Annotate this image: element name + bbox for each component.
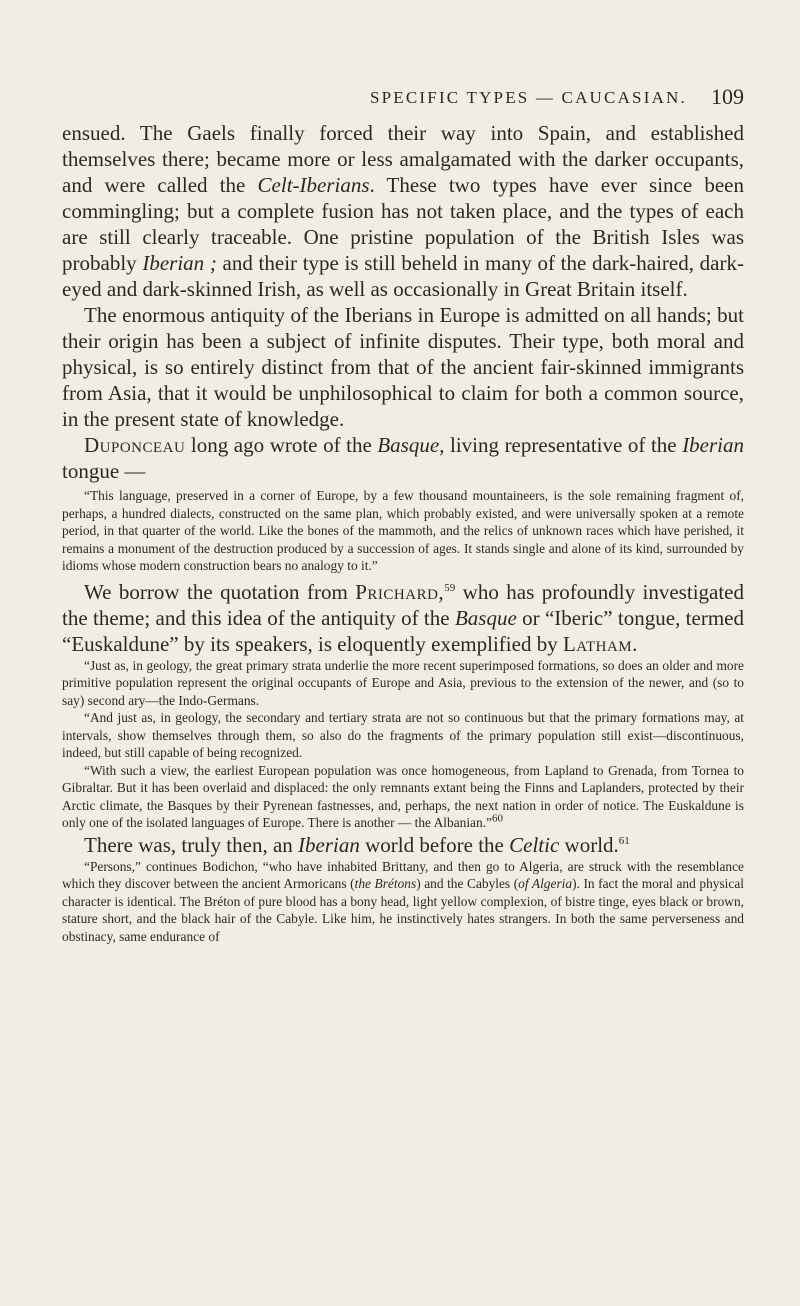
paragraph-iberian-world (62, 832, 744, 858)
quotation-paragraph: “And just as, in geology, the secondary and tertiary strata are not so continuous but that the primary formations may, at intervals, show themselves through them, so also do the fragments of the primary population still exist—discontinuous, indeed, but still capable of being recognized. (62, 710, 744, 760)
quotation-paragraph: “Just as, in geology, the great primary strata underlie the more recent superimposed formations, so does an older and more primitive population represent the original occupants of Europe and Asia, previous to the extension of the newer, and (so to say) second ary—the Indo-Germans. (62, 657, 744, 708)
text-run: , living representative of the (439, 433, 683, 457)
page-header (62, 0, 744, 120)
paragraph-celt-iberians (62, 120, 744, 302)
term-bretons: the Brétons (354, 876, 417, 891)
text-run: and their type is still beheld in many of the dark-haired, dark-eyed and dark-skinned Irish, as well as occasionally in Great Britain itself. (62, 251, 744, 301)
text-run: world. (559, 832, 619, 857)
text-run: We borrow the quotation from (84, 579, 356, 604)
term-iberian: Iberian (682, 433, 745, 457)
page-body (62, 120, 744, 945)
paragraph-prichard (62, 579, 744, 657)
text-run: . These two types have ever since been commingling; but a complete fusion has not taken place, and the types of each are still clearly traceable. One pristine population of the British Isles was probably (62, 173, 744, 275)
text-run: ). In fact the moral and physical character is identical. The Bréton of pure blood has a bony head, light yellow complexion, of bistre tinge, eyes black or brown, stature short, and the black hair of the Cabyle. Like him, he instinctively hates strangers. In both the same perverseness and obstinacy, same endurance of (62, 876, 744, 944)
text-run: There was, truly then, an (84, 832, 299, 857)
term-basque: Basque (454, 605, 517, 630)
paragraph-duponceau (62, 432, 744, 484)
text-run: ensued. The Gaels finally forced their way into Spain, and established themselves there; became more or less amalgamated with the darker occupants, and were called the (62, 121, 744, 197)
text-run: tongue — (62, 459, 146, 483)
term-algeria: of Algeria (518, 876, 573, 891)
page-number: 109 (711, 84, 744, 109)
term-basque: Basque (377, 433, 440, 457)
text-run: “Persons,” continues Bodichon, “who have inhabited Brittany, and then go to Algeria, are struck with the resemblance which they discover between the ancient Armoricans ( (62, 858, 744, 891)
text-run: . (632, 631, 638, 656)
quotation-latham (62, 657, 744, 832)
running-head: SPECIFIC TYPES — CAUCASIAN. (370, 88, 687, 107)
text-run: world before the (359, 832, 510, 857)
footnote-marker: 61 (618, 834, 630, 847)
text-run: who has profoundly investigated the theme; and this idea of the antiquity of the (62, 579, 745, 630)
term-iberian: Iberian (298, 832, 360, 857)
quotation-bodichon (62, 858, 744, 946)
text-run: “With such a view, the earliest European population was once homogeneous, from Lapland to Grenada, from Tornea to Gibraltar. But it has been overlaid and displaced: the only remnants extant being the Finns and Laplanders, protected by their Arctic climate, the Basques by their Pyrenean fastnesses, and, perhaps, the next nation in order of notice. The Euskaldune is only one of the isolated languages of Europe. There is another — the Albanian.” (62, 762, 744, 830)
quotation-duponceau: “This language, preserved in a corner of Europe, by a few thousand mountaineers, is the sole remaining fragment of, perhaps, a hundred dialects, constructed on the same plan, which probably existed, and were universally spoken at a remote period, in that quarter of the world. Like the bones of the mammoth, and the relics of unknown races which have perished, it remains a monument of the destruction produced by a succession of ages. It stands single and alone of its kind, surrounded by idioms whose modern construction bears no analogy to it.” (62, 488, 744, 573)
term-celtic: Celtic (509, 832, 560, 857)
term-celt-iberians: Celt-Iberians (257, 173, 370, 197)
text-run: long ago wrote of the (185, 433, 378, 457)
author-duponceau: Duponceau (84, 433, 186, 457)
term-iberian: Iberian ; (142, 251, 217, 275)
footnote-marker: 59 (444, 581, 456, 594)
text-run: ) and the Cabyles ( (416, 876, 519, 891)
quotation-paragraph (62, 762, 744, 832)
author-prichard: Prichard, (355, 579, 445, 604)
text-run: or “Iberic” tongue, termed “Euskaldune” by its speakers, is eloquently exemplified by (62, 605, 744, 656)
author-latham: Latham (562, 631, 633, 656)
paragraph-antiquity: The enormous antiquity of the Iberians in Europe is admitted on all hands; but their origin has been a subject of infinite disputes. Their type, both moral and physical, is so entirely distinct from that of the ancient fair-skinned immigrants from Asia, that it would be unphilosophical to claim for both a common source, in the present state of knowledge. (62, 303, 744, 431)
footnote-marker: 60 (491, 812, 503, 825)
